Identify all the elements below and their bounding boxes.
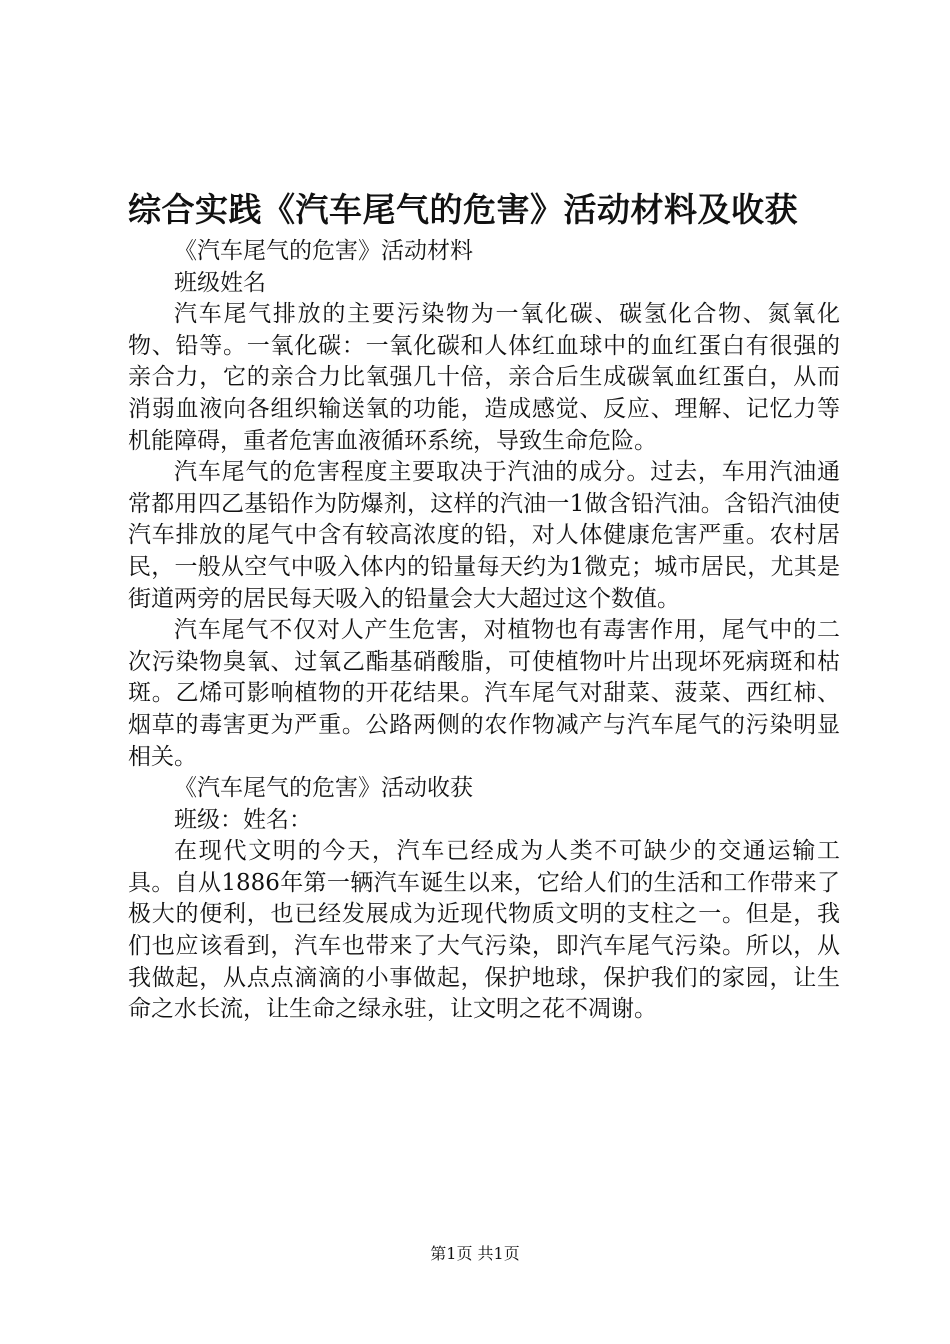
- page-footer: 第1页 共1页: [430, 1244, 520, 1263]
- document-body: [128, 236, 840, 1026]
- section1-heading: 《汽车尾气的危害》活动材料: [174, 238, 473, 264]
- section2-class-name-line: 班级：姓名：: [174, 806, 312, 833]
- section1-paragraph: 汽车尾气不仅对人产生危害，对植物也有毒害作用，尾气中的二次污染物臭氧、过氧乙酯基硝酸脂，可使植物叶片出现坏死病斑和枯斑。乙烯可影响植物的开花结果。汽车尾气对甜菜、菠菜、西红柿、烟草的毒害更为严重。公路两侧的农作物减产与汽车尾气的污染明显相关。: [128, 617, 840, 770]
- section1-paragraph: 汽车尾气的危害程度主要取决于汽油的成分。过去，车用汽油通常都用四乙基铅作为防爆剂，这样的汽油一1做含铅汽油。含铅汽油使汽车排放的尾气中含有较高浓度的铅，对人体健康危害严重。农村居民，一般从空气中吸入体内的铅量每天约为1微克；城市居民，尤其是街道两旁的居民每天吸入的铅量会大大超过这个数值。: [128, 459, 840, 612]
- section1-class-name-line: 班级姓名: [174, 269, 266, 296]
- document-title: 综合实践《汽车尾气的危害》活动材料及收获: [128, 190, 798, 229]
- section2-heading: 《汽车尾气的危害》活动收获: [174, 775, 473, 802]
- section1-paragraph: 汽车尾气排放的主要污染物为一氧化碳、碳氢化合物、氮氧化物、铅等。一氧化碳：一氧化碳和人体红血球中的血红蛋白有很强的亲合力，它的亲合力比氧强几十倍，亲合后生成碳氧血红蛋白，从而消弱血液向各组织输送氧的功能，造成感觉、反应、理解、记忆力等机能障碍，重者危害血液循环系统，导致生命危险。: [128, 301, 840, 454]
- section2-paragraph: 在现代文明的今天，汽车已经成为人类不可缺少的交通运输工具。自从1886年第一辆汽车诞生以来，它给人们的生活和工作带来了极大的便利，也已经发展成为近现代物质文明的支柱之一。但是，我们也应该看到，汽车也带来了大气污染，即汽车尾气污染。所以，从我做起，从点点滴滴的小事做起，保护地球，保护我们的家园，让生命之水长流，让生命之绿永驻，让文明之花不凋谢。: [128, 838, 840, 1023]
